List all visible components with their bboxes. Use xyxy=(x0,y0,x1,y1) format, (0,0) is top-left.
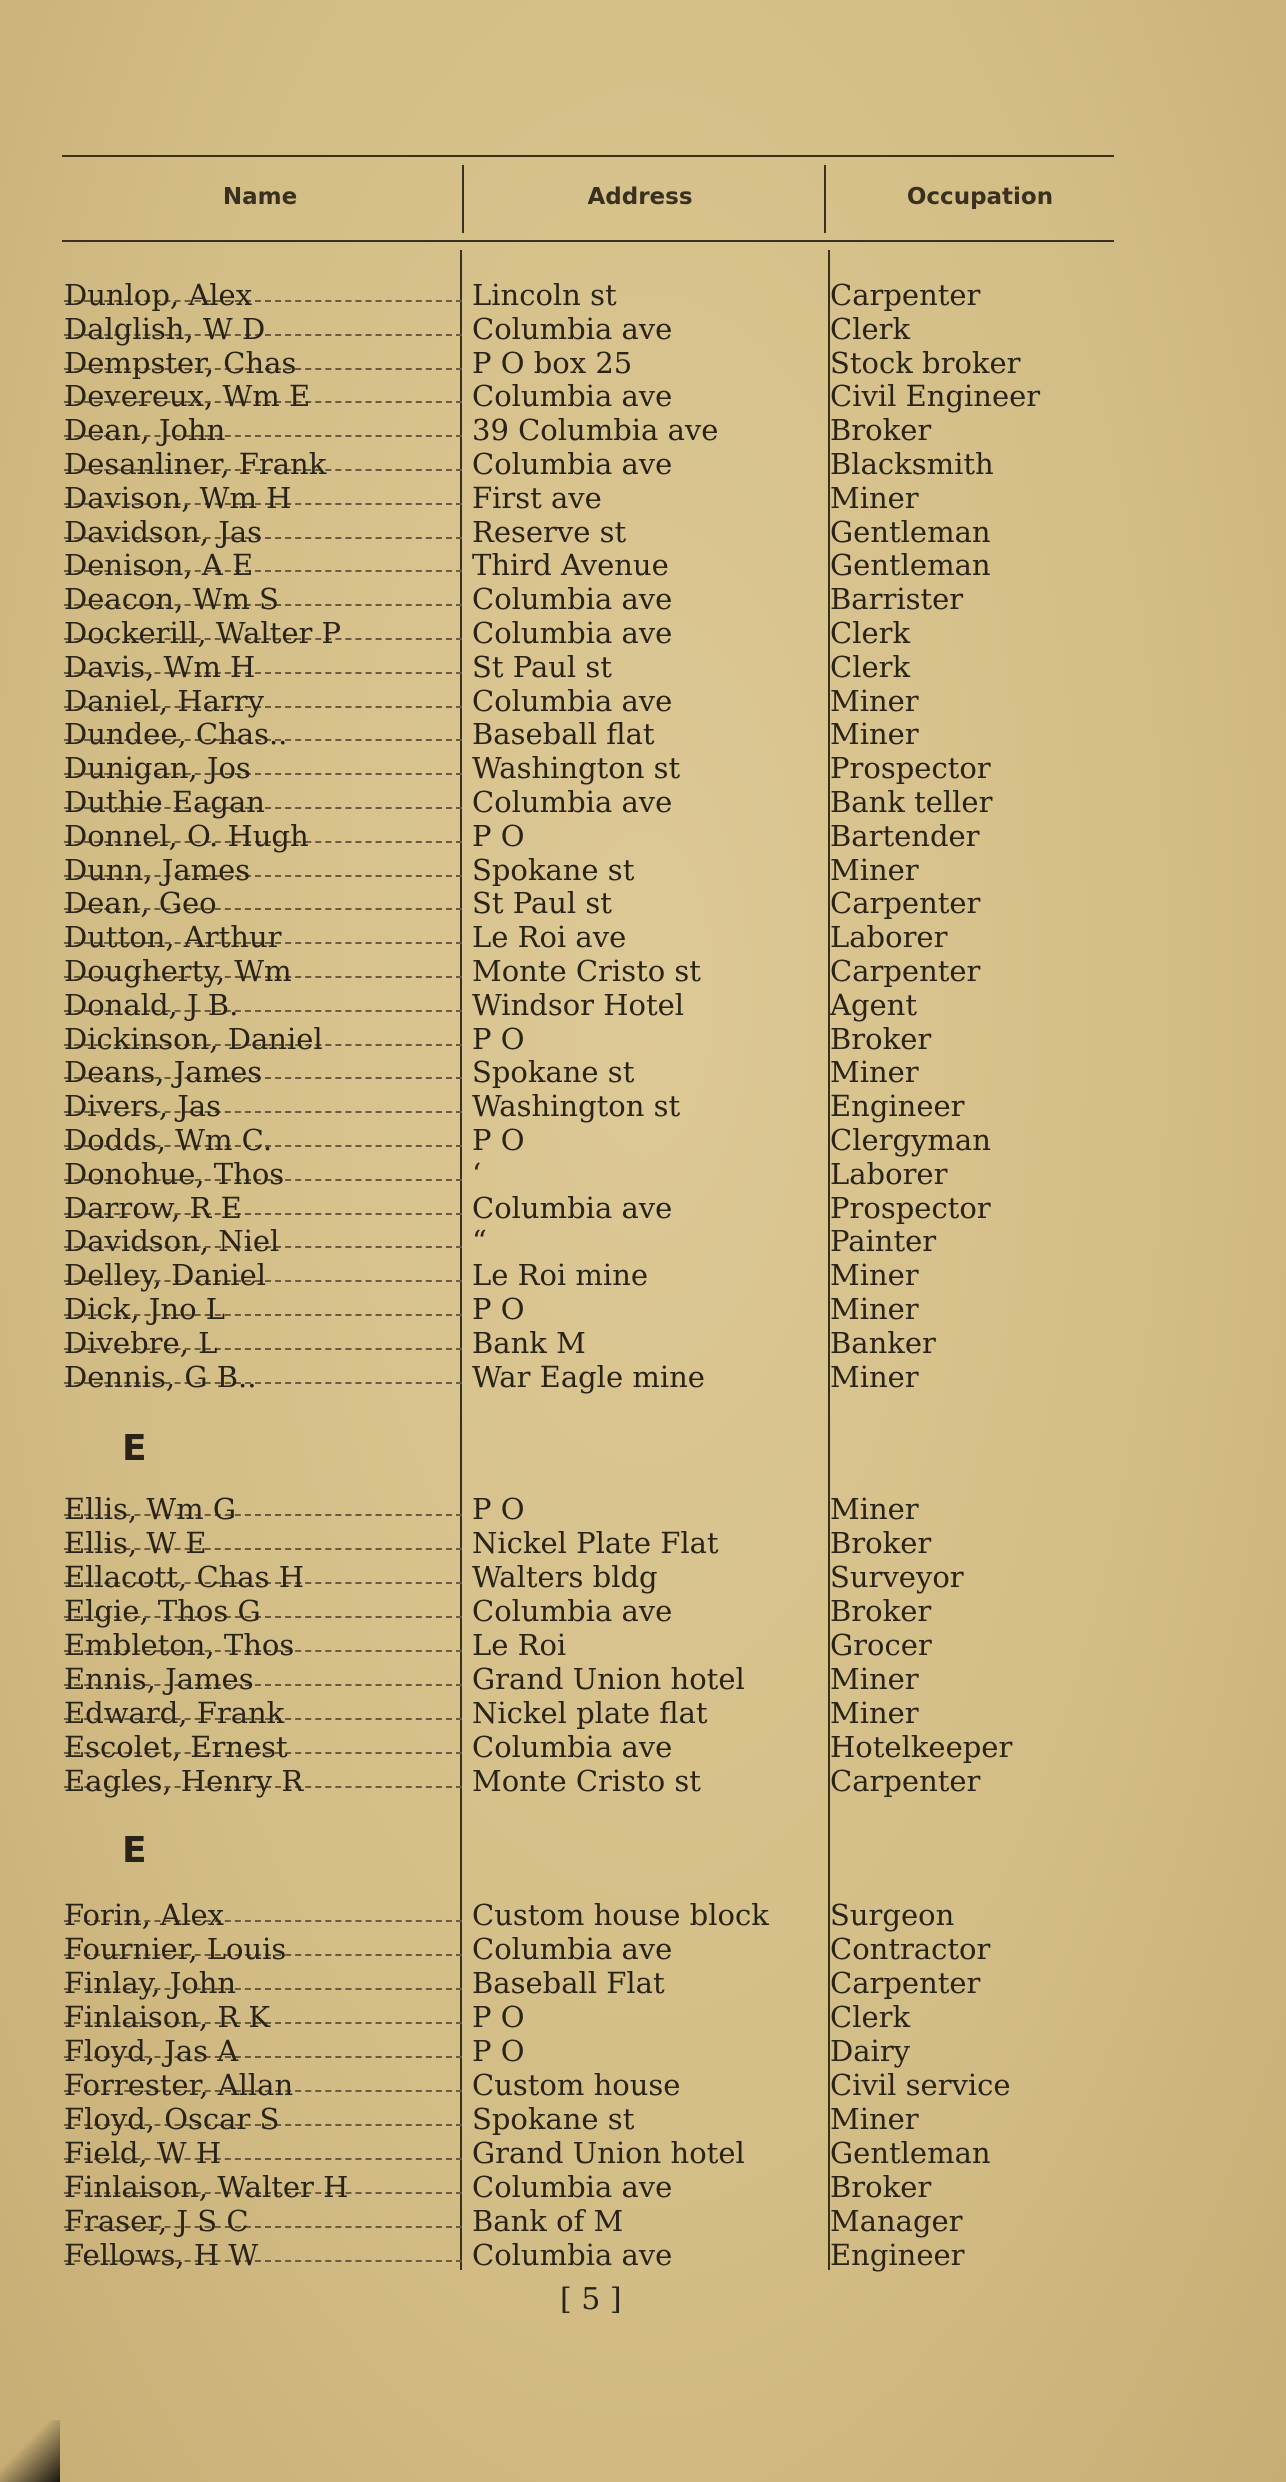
entry-name xyxy=(64,1258,462,1292)
entry-address: Le Roi ave xyxy=(472,920,627,955)
entry-occupation: Bartender xyxy=(830,818,980,853)
entry-address: St Paul st xyxy=(472,649,612,684)
page-number: [ 5 ] xyxy=(560,2282,622,2317)
entry-name-text: Dutton, Arthur xyxy=(64,920,282,955)
entry-name xyxy=(64,1628,462,1662)
entry-address: Columbia ave xyxy=(472,1190,673,1225)
entry-name-text: Denison, A E xyxy=(64,548,254,583)
entry-address: Spokane st xyxy=(472,1055,635,1090)
directory-entry xyxy=(0,616,1286,650)
entry-occupation: Miner xyxy=(830,1359,919,1394)
directory-entry xyxy=(0,2204,1286,2238)
entry-occupation: Clerk xyxy=(830,311,911,346)
header-address: Address xyxy=(587,184,693,210)
directory-entry xyxy=(0,2170,1286,2204)
header-rule xyxy=(62,240,1114,242)
entry-name xyxy=(64,312,462,346)
entry-name-text: Finlay, John xyxy=(64,1966,237,2000)
directory-entry xyxy=(0,379,1286,413)
entry-occupation: Clergyman xyxy=(830,1123,991,1157)
entry-address: “ xyxy=(472,1224,487,1259)
directory-entry xyxy=(0,2068,1286,2102)
entry-name xyxy=(64,751,462,785)
entry-name xyxy=(64,1560,462,1594)
entry-occupation: Broker xyxy=(830,413,932,448)
entry-name xyxy=(64,278,462,312)
entry-name-text: Finlaison, R K xyxy=(64,2000,271,2034)
entry-name xyxy=(64,1898,462,1932)
entry-name-text: Desanliner, Frank xyxy=(64,447,327,481)
entry-name xyxy=(64,684,462,718)
entry-name-text: Dunigan, Jos xyxy=(64,751,251,786)
directory-entry xyxy=(0,785,1286,819)
entry-occupation: Carpenter xyxy=(830,954,981,988)
entry-occupation: Gentleman xyxy=(830,2136,991,2170)
entry-occupation: Banker xyxy=(830,1325,936,1360)
entry-address: Nickel Plate Flat xyxy=(472,1526,719,1560)
entry-name-text: Donohue, Thos xyxy=(64,1156,285,1191)
entry-occupation: Miner xyxy=(830,683,919,718)
entry-occupation: Engineer xyxy=(830,1089,965,1124)
section-letter-e-second: E xyxy=(122,1830,147,1871)
entry-occupation: Blacksmith xyxy=(830,447,994,481)
entry-name-text: Elgie, Thos G xyxy=(64,1594,261,1628)
entry-address: Columbia ave xyxy=(472,1932,673,1966)
entry-address: Washington st xyxy=(472,751,681,786)
directory-entry xyxy=(0,650,1286,684)
entry-name xyxy=(64,1696,462,1730)
entry-occupation: Agent xyxy=(830,987,917,1022)
entry-name xyxy=(64,582,462,616)
entry-occupation: Clerk xyxy=(830,649,911,684)
entry-name-text: Escolet, Ernest xyxy=(64,1730,288,1764)
entry-address: ‘ xyxy=(472,1156,482,1191)
entry-name xyxy=(64,1055,462,1089)
entry-name xyxy=(64,379,462,413)
entry-name-text: Davidson, Jas xyxy=(64,514,263,549)
entry-address: 39 Columbia ave xyxy=(472,413,719,448)
entry-name-text: Davis, Wm H xyxy=(64,649,256,684)
header-occupation: Occupation xyxy=(906,184,1054,210)
directory-entry xyxy=(0,413,1286,447)
entry-occupation: Manager xyxy=(830,2204,963,2238)
directory-entry xyxy=(0,819,1286,853)
entry-occupation: Miner xyxy=(830,717,919,752)
entry-name-text: Daniel, Harry xyxy=(64,683,265,718)
directory-entry xyxy=(0,481,1286,515)
directory-entry xyxy=(0,1492,1286,1526)
directory-entry xyxy=(0,886,1286,920)
entry-address: P O xyxy=(472,1021,525,1056)
entry-name-text: Forrester, Allan xyxy=(64,2068,294,2102)
entry-name-text: Forin, Alex xyxy=(64,1898,224,1932)
directory-entry xyxy=(0,1258,1286,1292)
entry-address: Columbia ave xyxy=(472,2238,673,2272)
directory-entry xyxy=(0,853,1286,887)
entry-occupation: Civil Engineer xyxy=(830,379,1041,414)
entry-name xyxy=(64,2034,462,2068)
entry-name-text: Donald, J B. xyxy=(64,987,239,1022)
directory-entry xyxy=(0,1157,1286,1191)
entry-occupation: Barrister xyxy=(830,582,964,617)
entry-name xyxy=(64,2204,462,2238)
entry-address: Le Roi xyxy=(472,1628,567,1662)
entry-occupation: Broker xyxy=(830,2170,932,2204)
entry-occupation: Miner xyxy=(830,852,919,887)
entry-occupation: Laborer xyxy=(830,920,948,955)
directory-entry xyxy=(0,515,1286,549)
entry-name xyxy=(64,954,462,988)
entry-name-text: Ellis, Wm G xyxy=(64,1492,237,1526)
entry-address: Walters bldg xyxy=(472,1560,658,1594)
entry-name xyxy=(64,1526,462,1560)
entry-name xyxy=(64,2068,462,2102)
entry-name-text: Dundee, Chas.. xyxy=(64,717,288,752)
entry-occupation: Miner xyxy=(830,1258,919,1293)
entry-occupation: Carpenter xyxy=(830,1966,981,2000)
directory-entry xyxy=(0,1089,1286,1123)
directory-entry xyxy=(0,1055,1286,1089)
entry-name xyxy=(64,481,462,515)
entry-name xyxy=(64,1662,462,1696)
entry-name-text: Dunn, James xyxy=(64,852,251,887)
entry-address: Custom house block xyxy=(472,1898,769,1932)
entry-name xyxy=(64,1326,462,1360)
directory-entry xyxy=(0,920,1286,954)
entry-occupation: Hotelkeeper xyxy=(830,1730,1013,1764)
entry-name xyxy=(64,413,462,447)
entry-name xyxy=(64,1292,462,1326)
directory-entry xyxy=(0,2000,1286,2034)
directory-entry xyxy=(0,1898,1286,1932)
entry-address: Grand Union hotel xyxy=(472,2136,745,2170)
entry-occupation: Broker xyxy=(830,1021,932,1056)
entry-name xyxy=(64,650,462,684)
header-divider-2 xyxy=(824,165,826,233)
entry-name xyxy=(64,1764,462,1798)
entry-name xyxy=(64,2136,462,2170)
entry-name-text: Dick, Jno L xyxy=(64,1292,226,1326)
entry-occupation: Surveyor xyxy=(830,1560,964,1594)
entry-name xyxy=(64,2170,462,2204)
entry-occupation: Civil service xyxy=(830,2068,1011,2102)
entry-name-text: Darrow, R E xyxy=(64,1190,242,1225)
entry-occupation: Broker xyxy=(830,1526,932,1560)
entry-name-text: Fellows, H W xyxy=(64,2238,259,2272)
section-letter-e: E xyxy=(122,1428,147,1469)
entry-occupation: Contractor xyxy=(830,1932,991,1966)
entry-address: P O xyxy=(472,1492,525,1526)
directory-entry xyxy=(0,1292,1286,1326)
directory-entry xyxy=(0,278,1286,312)
entry-address: First ave xyxy=(472,480,602,515)
entry-name-text: Ennis, James xyxy=(64,1662,254,1696)
entry-name xyxy=(64,853,462,887)
entry-name-text: Deans, James xyxy=(64,1055,263,1090)
directory-entry xyxy=(0,1932,1286,1966)
entry-name-text: Duthie Eagan xyxy=(64,785,265,819)
entry-name xyxy=(64,819,462,853)
entry-name xyxy=(64,1492,462,1526)
entry-name-text: Deacon, Wm S xyxy=(64,582,279,617)
entry-address: Monte Cristo st xyxy=(472,954,701,988)
entry-occupation: Surgeon xyxy=(830,1898,955,1932)
entry-name-text: Ellacott, Chas H xyxy=(64,1560,305,1594)
entry-name xyxy=(64,920,462,954)
directory-entry xyxy=(0,2238,1286,2272)
entry-name xyxy=(64,988,462,1022)
entry-name-text: Dougherty, Wm xyxy=(64,954,292,988)
entry-name xyxy=(64,1360,462,1394)
entry-name-text: Fraser, J S C xyxy=(64,2204,249,2238)
entry-name xyxy=(64,1191,462,1225)
directory-entry xyxy=(0,1022,1286,1056)
entry-address: Columbia ave xyxy=(472,2170,673,2204)
directory-entry xyxy=(0,548,1286,582)
entry-address: Baseball flat xyxy=(472,717,655,752)
entry-name xyxy=(64,346,462,380)
entry-name xyxy=(64,1022,462,1056)
entry-name xyxy=(64,1730,462,1764)
directory-entry xyxy=(0,1730,1286,1764)
directory-entry xyxy=(0,1594,1286,1628)
directory-entry xyxy=(0,988,1286,1022)
entry-occupation: Carpenter xyxy=(830,886,981,921)
entry-name-text: Edward, Frank xyxy=(64,1696,285,1730)
entry-name xyxy=(64,2238,462,2272)
directory-entry xyxy=(0,2136,1286,2170)
entry-address: Spokane st xyxy=(472,852,635,887)
entry-address: Columbia ave xyxy=(472,1730,673,1764)
entry-occupation: Painter xyxy=(830,1224,937,1259)
entry-occupation: Miner xyxy=(830,480,919,515)
entry-address: Le Roi mine xyxy=(472,1258,649,1293)
entry-name-text: Dalglish, W D xyxy=(64,311,266,346)
entry-name-text: Donnel, O. Hugh xyxy=(64,818,309,853)
entry-name-text: Davidson, Niel xyxy=(64,1224,280,1259)
entry-name-text: Dempster, Chas xyxy=(64,345,297,380)
entry-name-text: Devereux, Wm E xyxy=(64,379,311,414)
directory-entry xyxy=(0,684,1286,718)
entry-address: Washington st xyxy=(472,1089,681,1124)
entry-address: Monte Cristo st xyxy=(472,1764,701,1798)
entry-address: Lincoln st xyxy=(472,278,617,312)
entry-name xyxy=(64,2102,462,2136)
entry-name xyxy=(64,717,462,751)
entry-occupation: Clerk xyxy=(830,2000,911,2034)
entry-address: St Paul st xyxy=(472,886,612,921)
entry-name-text: Dockerill, Walter P xyxy=(64,616,342,650)
directory-entry xyxy=(0,1326,1286,1360)
entry-address: P O xyxy=(472,2000,525,2034)
entry-name-text: Davison, Wm H xyxy=(64,480,292,515)
entry-name xyxy=(64,886,462,920)
entry-address: P O xyxy=(472,818,525,853)
entry-name xyxy=(64,1932,462,1966)
entry-name xyxy=(64,447,462,481)
entry-name xyxy=(64,1594,462,1628)
entry-name xyxy=(64,515,462,549)
entry-name xyxy=(64,616,462,650)
entry-name-text: Dodds, Wm C. xyxy=(64,1123,273,1157)
entry-name-text: Dean, Geo xyxy=(64,886,217,921)
entry-name-text: Embleton, Thos xyxy=(64,1628,295,1662)
entry-name-text: Finlaison, Walter H xyxy=(64,2170,349,2204)
directory-entry xyxy=(0,1966,1286,2000)
entry-occupation: Dairy xyxy=(830,2034,911,2068)
directory-entry xyxy=(0,1123,1286,1157)
entry-address: Windsor Hotel xyxy=(472,987,685,1022)
directory-entry xyxy=(0,751,1286,785)
directory-entry xyxy=(0,2034,1286,2068)
entry-occupation: Laborer xyxy=(830,1156,948,1191)
header-name: Name xyxy=(222,184,298,210)
directory-entry xyxy=(0,312,1286,346)
entry-name-text: Dickinson, Daniel xyxy=(64,1021,323,1056)
entry-address: War Eagle mine xyxy=(472,1359,705,1394)
entry-address: Reserve st xyxy=(472,514,627,549)
entry-address: Custom house xyxy=(472,2068,681,2102)
entry-name-text: Dunlop, Alex xyxy=(64,278,253,312)
entry-occupation: Prospector xyxy=(830,1190,991,1225)
entry-name-text: Divebre, L xyxy=(64,1325,218,1360)
entry-name-text: Floyd, Jas A xyxy=(64,2034,239,2068)
directory-entry xyxy=(0,1696,1286,1730)
entry-occupation: Prospector xyxy=(830,751,991,786)
entry-occupation: Miner xyxy=(830,1055,919,1090)
entry-address: Columbia ave xyxy=(472,785,673,819)
entry-name-text: Field, W H xyxy=(64,2136,222,2170)
entry-address: P O box 25 xyxy=(472,345,633,380)
directory-entry xyxy=(0,1191,1286,1225)
directory-entry xyxy=(0,1224,1286,1258)
entry-address: Columbia ave xyxy=(472,683,673,718)
directory-entry xyxy=(0,1764,1286,1798)
entry-occupation: Miner xyxy=(830,1292,919,1326)
entry-occupation: Engineer xyxy=(830,2238,965,2272)
entry-occupation: Gentleman xyxy=(830,548,991,583)
entry-name xyxy=(64,2000,462,2034)
entry-occupation: Miner xyxy=(830,1696,919,1730)
entry-address: Columbia ave xyxy=(472,379,673,414)
entry-name xyxy=(64,1157,462,1191)
entry-address: Baseball Flat xyxy=(472,1966,665,2000)
directory-entry xyxy=(0,1526,1286,1560)
directory-entry xyxy=(0,582,1286,616)
entry-occupation: Miner xyxy=(830,1662,919,1696)
entry-name xyxy=(64,1089,462,1123)
entry-address: Grand Union hotel xyxy=(472,1662,745,1696)
entry-occupation: Stock broker xyxy=(830,345,1021,380)
entry-occupation: Gentleman xyxy=(830,514,991,549)
entry-address: Bank of M xyxy=(472,2204,624,2238)
directory-entry xyxy=(0,954,1286,988)
entry-name-text: Fournier, Louis xyxy=(64,1932,287,1966)
directory-entry xyxy=(0,717,1286,751)
directory-entry xyxy=(0,1662,1286,1696)
entry-address: P O xyxy=(472,1123,525,1157)
entry-address: Columbia ave xyxy=(472,582,673,617)
entry-address: Columbia ave xyxy=(472,616,673,650)
entry-name xyxy=(64,1123,462,1157)
entry-name-text: Floyd, Oscar S xyxy=(64,2102,280,2136)
top-rule xyxy=(62,155,1114,157)
entry-occupation: Carpenter xyxy=(830,278,981,312)
entry-address: P O xyxy=(472,2034,525,2068)
entry-name-text: Dean, John xyxy=(64,413,226,448)
entry-address: Third Avenue xyxy=(472,548,669,583)
entry-occupation: Miner xyxy=(830,2102,919,2136)
entry-occupation: Bank teller xyxy=(830,785,993,819)
entry-name-text: Divers, Jas xyxy=(64,1089,222,1124)
entry-address: Bank M xyxy=(472,1325,586,1360)
directory-entry xyxy=(0,1628,1286,1662)
entry-name-text: Eagles, Henry R xyxy=(64,1764,304,1798)
entry-address: P O xyxy=(472,1292,525,1326)
directory-entry xyxy=(0,346,1286,380)
entry-name-text: Ellis, W E xyxy=(64,1526,207,1560)
entry-occupation: Grocer xyxy=(830,1628,932,1662)
entry-address: Columbia ave xyxy=(472,311,673,346)
directory-entry xyxy=(0,2102,1286,2136)
entry-name xyxy=(64,785,462,819)
entry-name xyxy=(64,1224,462,1258)
header-divider-1 xyxy=(462,165,464,233)
entry-occupation: Clerk xyxy=(830,616,911,650)
entry-occupation: Broker xyxy=(830,1594,932,1628)
directory-entry xyxy=(0,1360,1286,1394)
entry-address: Spokane st xyxy=(472,2102,635,2136)
entry-address: Columbia ave xyxy=(472,447,673,481)
entry-occupation: Miner xyxy=(830,1492,919,1526)
entry-name xyxy=(64,1966,462,2000)
directory-entry xyxy=(0,1560,1286,1594)
entry-address: Nickel plate flat xyxy=(472,1696,708,1730)
entry-name-text: Delley, Daniel xyxy=(64,1258,267,1293)
entry-name xyxy=(64,548,462,582)
entry-occupation: Carpenter xyxy=(830,1764,981,1798)
directory-entry xyxy=(0,447,1286,481)
entry-name-text: Dennis, G B.. xyxy=(64,1359,257,1394)
entry-address: Columbia ave xyxy=(472,1594,673,1628)
corner-shadow xyxy=(0,2420,60,2482)
